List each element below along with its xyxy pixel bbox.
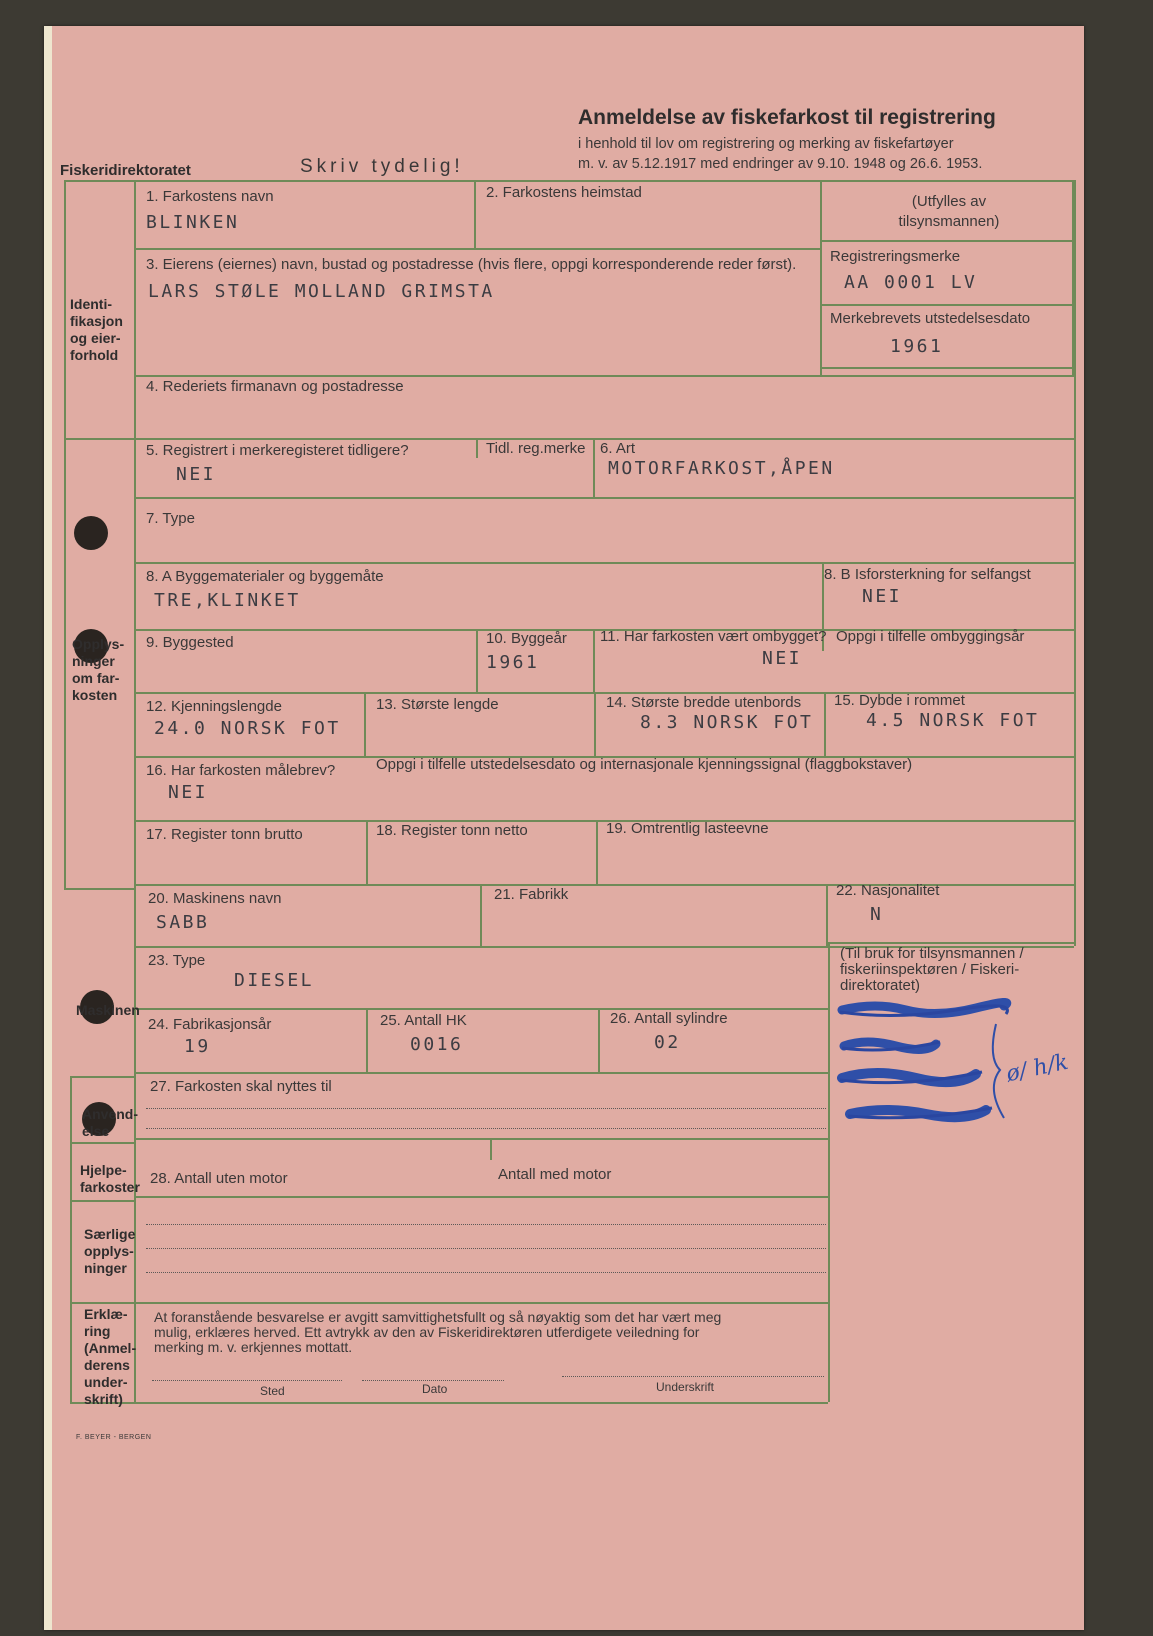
section-usage: Anvend- else	[82, 1106, 138, 1139]
field-16b-label: Oppgi i tilfelle utstedelsesdato og internasjonale kjenningssignal (flaggbokstaver)	[376, 756, 913, 773]
field-2-label: 2. Farkostens heimstad	[486, 184, 642, 201]
field-28-label: 28. Antall uten motor	[150, 1170, 288, 1187]
merkebrev-value[interactable]: 1961	[890, 336, 944, 357]
field-7-label: 7. Type	[146, 510, 195, 527]
field-25-label: 25. Antall HK	[380, 1012, 467, 1029]
field-4-label: 4. Rederiets firmanavn og postadresse	[146, 378, 404, 395]
field-1-label: 1. Farkostens navn	[146, 188, 274, 205]
field-6-value[interactable]: MOTORFARKOST,ÅPEN	[608, 458, 835, 479]
regmark-label: Registreringsmerke	[830, 248, 961, 265]
section-special: Særlige opplys- ninger	[84, 1226, 136, 1276]
field-18-label: 18. Register tonn netto	[376, 822, 528, 839]
field-19-label: 19. Omtrentlig lasteevne	[606, 820, 769, 837]
inspector-note: (Utfylles av tilsynsmannen)	[898, 193, 1000, 230]
section-auxiliary: Hjelpe- farkoster	[80, 1162, 140, 1195]
field-16-label: 16. Har farkosten målebrev?	[146, 762, 336, 779]
field-17-label: 17. Register tonn brutto	[146, 826, 303, 843]
regmark-value[interactable]: AA 0001 LV	[844, 272, 978, 293]
field-8a-value[interactable]: TRE,KLINKET	[154, 590, 301, 611]
form-subtitle-1: i henhold til lov om registrering og merking av fiskefartøyer	[578, 136, 954, 152]
field-13-label: 13. Største lengde	[376, 696, 499, 713]
form-subtitle-2: m. v. av 5.12.1917 med endringer av 9.10. 1948 og 26.6. 1953.	[578, 156, 983, 172]
handwritten-initials: ø/ h/k	[1004, 1049, 1071, 1088]
instruction-text: Skriv tydelig!	[300, 156, 464, 177]
declaration-text: At foranstående besvarelse er avgitt samvittighetsfullt og så nøyaktig som det har vært meg mulig, erklæres herved. Ett avtrykk av den av Fiskeridirektøren utferdigete veiledning for merking m. v. erkjennes mottatt.	[154, 1309, 722, 1355]
prev-regmark-label: Tidl. reg.merke	[486, 440, 586, 457]
field-8b-label: 8. B Isforsterkning for selfangst	[824, 566, 1031, 583]
field-26-label: 26. Antall sylindre	[610, 1010, 728, 1027]
field-12-label: 12. Kjenningslengde	[146, 698, 282, 715]
section-identification: Identi- fikasjon og eier- forhold	[70, 296, 123, 363]
field-5-value[interactable]: NEI	[176, 464, 217, 485]
section-vessel-info: Opplys- ninger om far- kosten	[72, 636, 125, 703]
field-8a-label: 8. A Byggematerialer og byggemåte	[146, 568, 384, 585]
field-6-label: 6. Art	[600, 440, 636, 457]
field-1-value[interactable]: BLINKEN	[146, 212, 240, 233]
signature-date-label: Dato	[422, 1382, 448, 1396]
field-22-value[interactable]: N	[870, 904, 884, 925]
printer-mark: F. BEYER - BERGEN	[76, 1434, 152, 1441]
field-27-label: 27. Farkosten skal nyttes til	[150, 1078, 332, 1095]
field-15-label: 15. Dybde i rommet	[834, 692, 965, 709]
field-9-label: 9. Byggested	[146, 634, 234, 651]
field-3-value[interactable]: LARS STØLE MOLLAND GRIMSTA	[148, 281, 495, 302]
rebuild-year-label: Oppgi i tilfelle ombyggingsår	[836, 628, 1025, 645]
merkebrev-label: Merkebrevets utstedelsesdato	[830, 310, 1031, 327]
field-23-value[interactable]: DIESEL	[234, 970, 315, 991]
official-use-label: (Til bruk for tilsynsmannen / fiskeriinspektøren / Fiskeri- direktoratet)	[840, 945, 1024, 994]
field-23-label: 23. Type	[148, 952, 206, 969]
field-12-value[interactable]: 24.0 NORSK FOT	[154, 718, 341, 739]
field-25-value[interactable]: 0016	[410, 1034, 464, 1055]
field-10-label: 10. Byggeår	[486, 630, 567, 647]
field-16-value[interactable]: NEI	[168, 782, 209, 803]
agency-name: Fiskeridirektoratet	[60, 162, 191, 179]
field-20-value[interactable]: SABB	[156, 912, 210, 933]
field-22-label: 22. Nasjonalitet	[836, 882, 940, 899]
field-24-label: 24. Fabrikasjonsår	[148, 1016, 272, 1033]
signature-place-label: Sted	[260, 1384, 285, 1398]
field-24-value[interactable]: 19	[184, 1036, 211, 1057]
field-11-value[interactable]: NEI	[762, 648, 803, 669]
field-20-label: 20. Maskinens navn	[148, 890, 282, 907]
field-14-value[interactable]: 8.3 NORSK FOT	[640, 712, 814, 733]
paper-edge	[44, 26, 52, 1630]
form-title: Anmeldelse av fiskefarkost til registrering	[578, 106, 996, 129]
field-11-label: 11. Har farkosten vært ombygget?	[600, 628, 827, 645]
field-21-label: 21. Fabrikk	[494, 886, 569, 903]
field-26-value[interactable]: 02	[654, 1032, 681, 1053]
signature-label: Underskrift	[656, 1380, 715, 1394]
field-3-label: 3. Eierens (eiernes) navn, bustad og postadresse (hvis flere, oppgi korresponderende reder først).	[146, 256, 797, 273]
field-14-label: 14. Største bredde utenbords	[606, 694, 802, 711]
with-motor-label: Antall med motor	[498, 1166, 612, 1183]
field-5-label: 5. Registrert i merkeregisteret tidligere?	[146, 442, 409, 459]
field-10-value[interactable]: 1961	[486, 652, 540, 673]
form-sheet	[44, 26, 1084, 1630]
punch-hole-1	[74, 516, 108, 550]
section-engine: Maskinen	[76, 1002, 140, 1018]
field-15-value[interactable]: 4.5 NORSK FOT	[866, 710, 1040, 731]
section-declaration: Erklæ- ring (Anmel- derens under- skrift)	[84, 1306, 137, 1407]
field-8b-value[interactable]: NEI	[862, 586, 903, 607]
